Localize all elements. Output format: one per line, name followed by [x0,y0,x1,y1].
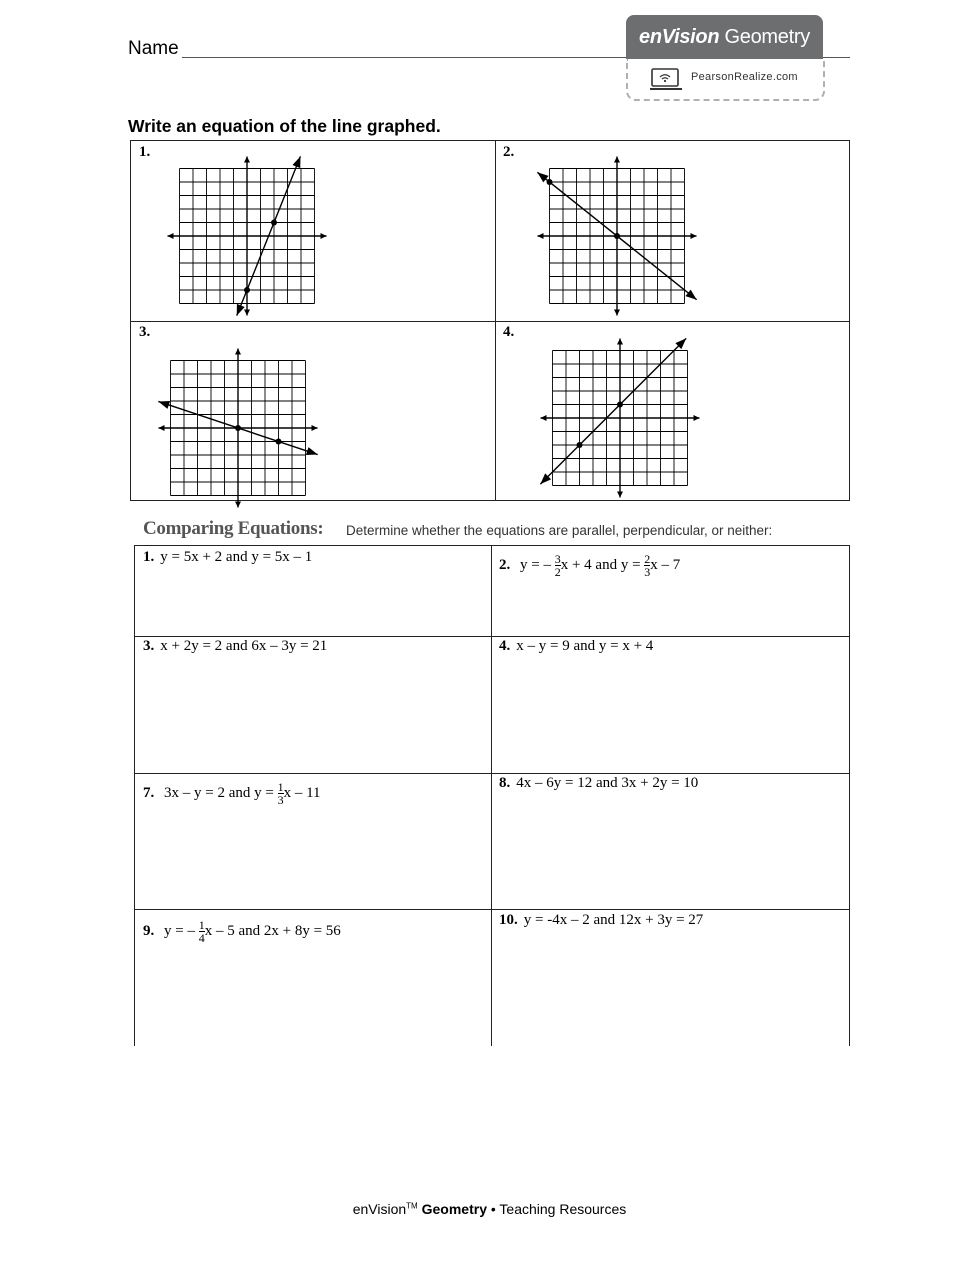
equation-text: x – 11 [283,784,321,801]
fraction-denominator: 4 [198,931,205,945]
table-border [134,545,135,1046]
footer-rest: • Teaching Resources [486,1201,627,1217]
problem-number: 8. [499,775,511,791]
axis-arrow [244,157,250,163]
line-point [235,425,241,431]
line-point [244,287,250,293]
graph-table [130,140,850,501]
problem-number: 2. [499,556,511,573]
axis-arrow [617,492,623,498]
comparing-instruction: Determine whether the equations are parallel, perpendicular, or neither: [346,523,773,538]
equation-text: y = 5x + 2 and y = 5x – 1 [160,549,313,565]
brand-name: enVision [639,26,720,48]
fraction-denominator: 3 [277,793,284,807]
table-divider [491,545,492,1046]
axis-arrow [538,233,544,239]
problem-2 [499,553,680,578]
problem-number: 9. [143,922,155,939]
comparing-table [134,545,850,1046]
problem-9 [143,919,341,944]
graph-number: 4. [503,324,515,340]
axis-arrow [617,339,623,345]
equation-text: y = – [164,922,195,939]
footer [0,1201,979,1217]
trademark: TM [406,1201,418,1211]
line-point [271,220,277,226]
axis-arrow [691,233,697,239]
fraction-numerator: 1 [198,918,205,932]
coordinate-graph-4 [540,338,700,498]
equation-text: x + 4 and y = [560,556,641,573]
problem-1 [143,549,312,566]
coordinate-graph-3 [158,348,318,508]
coordinate-graph-1 [167,156,327,316]
coordinate-graph-2 [537,156,697,316]
envision-logo [626,15,823,59]
problem-number: 7. [143,784,155,801]
axis-arrow [312,425,318,431]
graph-number: 2. [503,144,515,160]
graph-number: 3. [139,324,151,340]
equation-text: x + 2y = 2 and 6x – 3y = 21 [160,638,328,654]
axis-arrow [321,233,327,239]
footer-brand: enVision [352,1201,407,1217]
arrowhead [306,447,318,455]
axis-arrow [168,233,174,239]
problem-4 [499,638,653,655]
graphed-line [540,338,686,484]
axis-arrow [541,415,547,421]
problem-number: 4. [499,638,511,654]
problem-7 [143,781,321,806]
equation-text: y = – [520,556,551,573]
axis-arrow [235,502,241,508]
laptop-wifi-icon [650,68,682,92]
problem-number: 3. [143,638,155,654]
problem-8 [499,775,698,792]
equation-text: x – y = 9 and y = x + 4 [516,638,654,654]
name-label: Name [128,38,179,59]
axis-arrow [614,157,620,163]
line-point [614,233,620,239]
table-border [849,545,850,1046]
problem-number: 10. [499,912,518,928]
arrowhead [292,156,300,168]
arrowhead [237,304,245,316]
graph-number: 1. [139,144,151,160]
axis-arrow [694,415,700,421]
arrowhead [685,290,696,300]
axis-arrow [614,310,620,316]
line-point [617,402,623,408]
fraction-numerator: 2 [644,552,651,566]
table-divider [134,636,850,637]
axis-arrow [159,425,165,431]
fraction-numerator: 3 [554,552,561,566]
graph-table-divider [131,321,849,322]
table-border [134,545,850,546]
section-title: Write an equation of the line graphed. [128,116,441,136]
table-divider [134,773,850,774]
footer-subject: Geometry [421,1201,487,1217]
equation-text: x – 5 and 2x + 8y = 56 [204,922,341,939]
fraction-denominator: 2 [554,565,561,579]
table-divider [134,909,850,910]
axis-arrow [235,349,241,355]
line-point [276,439,282,445]
equation-text: 3x – y = 2 and y = [164,784,274,801]
equation-text: 4x – 6y = 12 and 3x + 2y = 10 [516,775,699,791]
equation-text: y = -4x – 2 and 12x + 3y = 27 [523,912,704,928]
problem-10 [499,912,703,929]
realize-url: PearsonRealize.com [691,71,798,83]
brand-subject: Geometry [724,26,810,48]
fraction-numerator: 1 [277,780,284,794]
axis-arrow [244,310,250,316]
comparing-heading: Comparing Equations: [143,518,324,539]
problem-3 [143,638,327,655]
line-point [577,442,583,448]
arrowhead [158,401,170,409]
fraction-denominator: 3 [644,565,651,579]
equation-text: x – 7 [650,556,681,573]
problem-number: 1. [143,549,155,565]
line-point [547,179,553,185]
